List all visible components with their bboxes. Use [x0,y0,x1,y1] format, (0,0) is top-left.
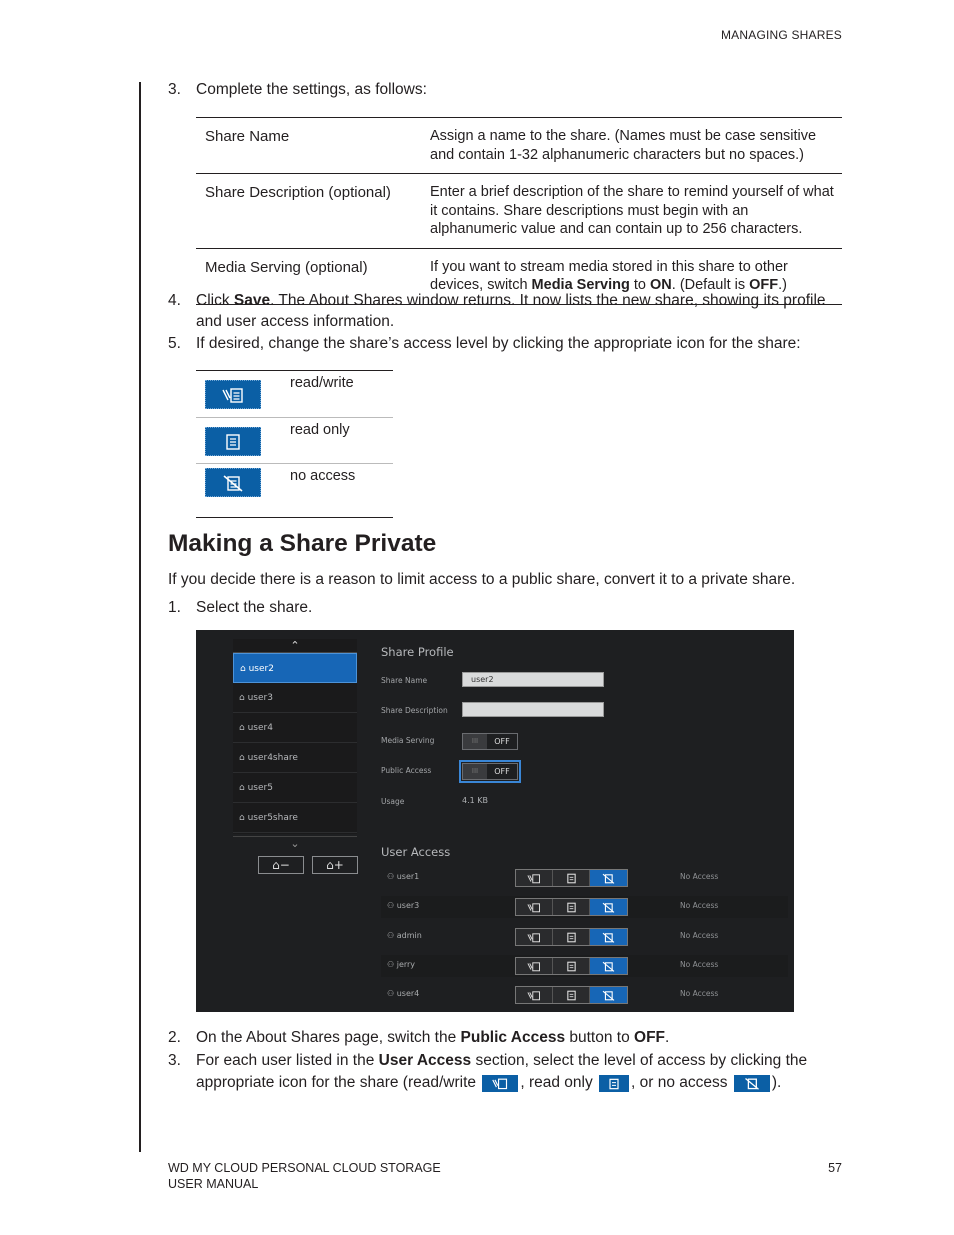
access-status: No Access [680,989,719,998]
step-number: 4. [168,292,181,309]
user-name [387,989,419,998]
user-name [387,901,419,910]
desc-bold: OFF [749,277,779,293]
toggle-state: OFF [494,737,510,746]
access-row-read-write [196,371,393,417]
step-text [196,1027,848,1048]
read-only-icon [599,1075,629,1092]
share-description-label: Share Description [381,706,448,715]
share-item[interactable] [233,743,357,773]
user-access-row [381,896,788,918]
intro-paragraph: If you decide there is a reason to limit access to a public share, convert it to a private share. [168,571,796,588]
step-text: Complete the settings, as follows: [196,81,427,98]
no-access-icon [205,468,261,497]
user-name-label: user3 [396,901,420,910]
toggle-knob: III [463,764,487,779]
share-item-label: user4 [247,723,273,733]
setting-name: Media Serving (optional) [205,258,368,276]
share-description-input[interactable] [462,702,604,717]
step-text-part: . [665,1029,670,1046]
scroll-down-arrow[interactable]: ⌄ [233,836,357,850]
share-item-label: user2 [248,664,274,674]
no-access-icon [734,1075,770,1092]
user-name-label: admin [396,931,422,940]
step-5 [168,333,858,354]
step-text-part: , or no access [631,1073,732,1091]
folder-icon: ⌂ [239,693,248,703]
substep-3 [168,1050,838,1093]
user-icon: ⚇ [387,960,397,969]
read-write-button[interactable] [516,899,553,915]
read-write-icon [482,1075,518,1092]
read-only-button[interactable] [553,899,590,915]
step-bold: Save [233,292,271,309]
step-text-part: , read only [520,1073,598,1091]
running-header: MANAGING SHARES [720,28,842,42]
folder-icon: ⌂ [239,723,248,733]
user-access-row [381,984,788,1006]
no-access-button[interactable] [590,958,627,974]
access-status: No Access [680,931,719,940]
user-icon: ⚇ [387,931,397,940]
setting-desc [430,258,842,295]
access-row-read-only [196,417,393,463]
user-access-title: User Access [381,845,451,859]
step-text-part: . The About Shares window returns. It now lists the new share, showing its profile and user access information. [196,292,826,330]
read-write-icon [205,380,261,409]
step-number: 3. [168,81,181,98]
toggle-knob: III [463,734,487,749]
folder-icon: ⌂ [239,753,248,763]
step-text-part: For each user listed in the [196,1052,379,1069]
step-4 [168,290,848,332]
desc-bold: ON [650,277,672,293]
media-serving-toggle[interactable] [462,733,518,750]
access-buttons [515,986,628,1004]
share-item[interactable] [233,713,357,743]
settings-row-share-description [196,173,842,248]
substep-2 [168,1027,848,1048]
share-item[interactable] [233,653,357,683]
shares-screenshot [196,630,794,1012]
step-number: 5. [168,335,181,352]
step-number: 2. [168,1029,181,1046]
share-item-label: user5 [247,783,273,793]
share-name-input[interactable]: user2 [462,672,604,687]
read-only-button[interactable] [553,870,590,886]
step-text [196,1050,838,1093]
settings-table [196,117,842,305]
folder-icon: ⌂ [239,783,248,793]
desc-text: .) [778,277,787,293]
step-3 [168,79,848,100]
media-serving-label: Media Serving [381,736,435,745]
user-access-row [381,955,788,977]
access-status: No Access [680,901,719,910]
folder-icon: ⌂ [326,858,334,872]
access-label: no access [290,468,356,484]
margin-change-bar [139,82,141,1152]
share-item-label: user3 [247,693,273,703]
setting-desc: Enter a brief description of the share to remind yourself of what it contains. Share descriptions must begin with an alphanumeric value and can contain up to 256 characters. [430,184,834,237]
read-write-button[interactable] [516,870,553,886]
no-access-button[interactable] [590,987,627,1003]
step-text-part: ). [771,1073,782,1091]
section-title: Making a Share Private [168,530,437,557]
share-profile-title: Share Profile [381,645,454,659]
setting-desc: Assign a name to the share. (Names must be case sensitive and contain 1-32 alphanumeric characters but no spaces.) [430,128,817,163]
user-icon: ⚇ [387,901,397,910]
settings-row-share-name [196,118,842,173]
step-bold: User Access [378,1052,472,1069]
setting-name: Share Name [205,128,290,145]
share-name-label: Share Name [381,676,428,685]
step-text [196,290,848,332]
no-access-button[interactable] [590,929,627,945]
folder-icon: ⌂ [239,813,248,823]
user-access-row [381,926,788,948]
read-write-button[interactable] [516,987,553,1003]
user-name [387,960,415,969]
access-buttons [515,898,628,916]
step-number: 1. [168,599,181,616]
no-access-button[interactable] [590,899,627,915]
share-item-label: user5share [247,813,298,823]
step-text-part: button to [565,1029,635,1046]
step-text-part: Click [196,292,234,309]
usage-value: 4.1 KB [462,796,488,805]
access-label: read only [290,422,350,438]
read-only-button[interactable] [553,958,590,974]
remove-share-button[interactable] [258,856,304,874]
desc-text: to [629,277,651,293]
access-buttons [515,869,628,887]
access-label: read/write [290,375,354,391]
access-status: No Access [680,872,719,881]
desc-bold: Media Serving [531,277,630,293]
read-write-button[interactable] [516,929,553,945]
read-only-button[interactable] [553,987,590,1003]
step-bold: OFF [634,1029,666,1046]
share-item[interactable] [233,773,357,803]
read-only-icon [205,427,261,456]
page-number: 57 [828,1161,842,1175]
step-text-part: On the About Shares page, switch the [196,1029,461,1046]
step-text-part: section, select the level of access by clicking the appropriate icon for the share (read/write [196,1052,808,1091]
remove-label: − [279,858,290,872]
public-access-toggle[interactable] [462,763,518,780]
footer-line: USER MANUAL [168,1176,259,1191]
user-name [387,931,422,940]
read-only-button[interactable] [553,929,590,945]
user-name-label: user4 [396,989,420,998]
user-name-label: user1 [396,872,420,881]
footer-line: WD MY CLOUD PERSONAL CLOUD STORAGE [168,1161,441,1175]
substep-1 [168,597,848,618]
access-buttons [515,928,628,946]
user-name [387,872,419,881]
public-access-label: Public Access [381,766,432,775]
no-access-button[interactable] [590,870,627,886]
toggle-state: OFF [494,767,510,776]
step-text: Select the share. [196,599,313,616]
share-item-label: user4share [247,753,298,763]
access-status: No Access [680,960,719,969]
share-item[interactable] [233,803,357,833]
access-row-no-access [196,463,393,517]
add-share-button[interactable] [312,856,358,874]
desc-text: If you want to stream media stored in this share to other devices, switch [430,258,788,293]
page-footer [168,1161,441,1192]
user-access-row [381,867,788,889]
share-item[interactable] [233,683,357,713]
user-icon: ⚇ [387,872,397,881]
step-text: If desired, change the share’s access level by clicking the appropriate icon for the share: [196,335,801,352]
add-label: + [333,858,344,872]
usage-label: Usage [381,797,405,806]
folder-icon: ⌂ [240,664,249,674]
step-number: 3. [168,1052,181,1069]
access-buttons [515,957,628,975]
user-icon: ⚇ [387,989,397,998]
user-name-label: jerry [396,960,416,969]
read-write-button[interactable] [516,958,553,974]
setting-name: Share Description (optional) [205,184,391,201]
folder-icon: ⌂ [272,858,280,872]
step-bold: Public Access [460,1029,566,1046]
desc-text: . (Default is [671,277,750,293]
access-level-table [196,370,393,518]
scroll-up-arrow[interactable]: ⌃ [233,639,357,653]
